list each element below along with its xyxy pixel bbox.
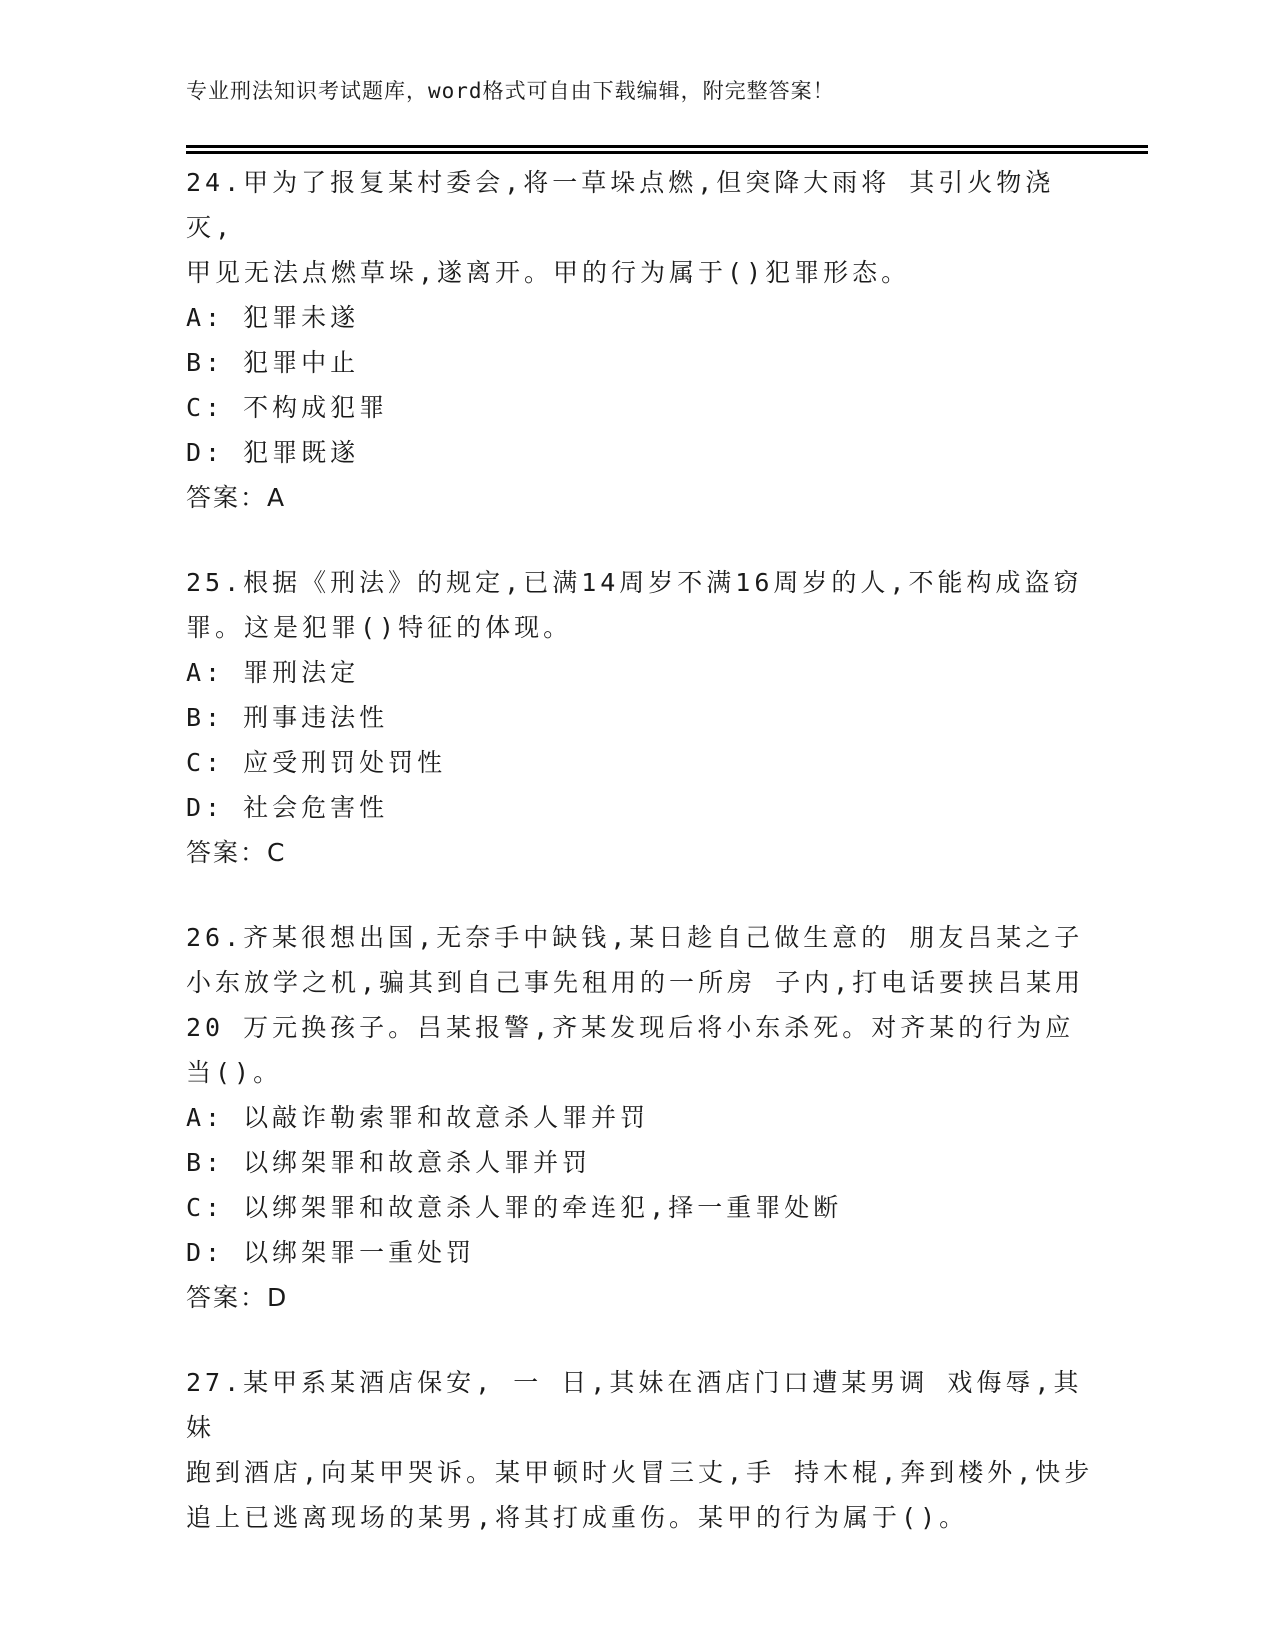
option-d: D: 以绑架罪一重处罚 <box>186 1238 476 1267</box>
page-header: 专业刑法知识考试题库，word格式可自由下载编辑，附完整答案！ <box>186 79 835 103</box>
question-list <box>186 160 1096 1580</box>
question-text-line: 25.根据《刑法》的规定,已满14周岁不满16周岁的人,不能构成盗窃 <box>186 568 1083 597</box>
question-text-line: 跑到酒店,向某甲哭诉。某甲顿时火冒三丈,手 持木棍,奔到楼外,快步 <box>186 1458 1094 1487</box>
answer-line: 答案：D <box>186 1283 289 1312</box>
question-text-line: 20 万元换孩子。吕某报警,齐某发现后将小东杀死。对齐某的行为应 <box>186 1013 1075 1042</box>
answer-line: 答案：A <box>186 483 287 512</box>
header-rule-top <box>186 145 1148 148</box>
question-text-line: 27.某甲系某酒店保安, 一 日,其妹在酒店门口遭某男调 戏侮辱,其妹 <box>186 1368 1083 1442</box>
question-25 <box>186 560 1096 875</box>
option-a: A: 罪刑法定 <box>186 658 360 687</box>
question-text-line: 罪。这是犯罪()特征的体现。 <box>186 613 573 642</box>
option-c: C: 应受刑罚处罚性 <box>186 748 447 777</box>
question-26 <box>186 915 1096 1320</box>
option-d: D: 犯罪既遂 <box>186 438 360 467</box>
question-text-line: 当()。 <box>186 1058 283 1087</box>
question-27 <box>186 1360 1096 1540</box>
option-c: C: 不构成犯罪 <box>186 393 389 422</box>
answer-line: 答案：C <box>186 838 287 867</box>
option-b: B: 刑事违法性 <box>186 703 389 732</box>
option-d: D: 社会危害性 <box>186 793 389 822</box>
question-text-line: 追上已逃离现场的某男,将其打成重伤。某甲的行为属于()。 <box>186 1503 969 1532</box>
question-text-line: 24.甲为了报复某村委会,将一草垛点燃,但突降大雨将 其引火物浇灭, <box>186 168 1055 242</box>
question-text-line: 小东放学之机,骗其到自己事先租用的一所房 子内,打电话要挟吕某用 <box>186 968 1085 997</box>
question-text-line: 26.齐某很想出国,无奈手中缺钱,某日趁自己做生意的 朋友吕某之子 <box>186 923 1084 952</box>
option-a: A: 犯罪未遂 <box>186 303 360 332</box>
question-24 <box>186 160 1096 520</box>
question-text-line: 甲见无法点燃草垛,遂离开。甲的行为属于()犯罪形态。 <box>186 258 911 287</box>
option-a: A: 以敲诈勒索罪和故意杀人罪并罚 <box>186 1103 650 1132</box>
header-rule-bottom <box>186 151 1148 154</box>
option-c: C: 以绑架罪和故意杀人罪的牵连犯,择一重罪处断 <box>186 1193 843 1222</box>
option-b: B: 犯罪中止 <box>186 348 360 377</box>
option-b: B: 以绑架罪和故意杀人罪并罚 <box>186 1148 592 1177</box>
